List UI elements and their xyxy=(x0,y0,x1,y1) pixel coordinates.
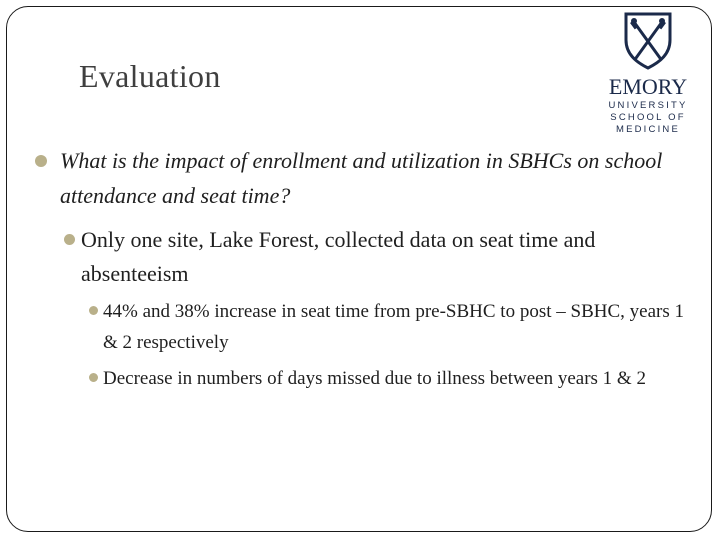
logo-wordmark: EMORY xyxy=(608,74,688,99)
bullet-level-3 xyxy=(89,296,689,358)
bullet-dot xyxy=(89,373,98,382)
bullet-level-3 xyxy=(89,363,689,394)
bullet-text: Decrease in numbers of days missed due to illness between years 1 & 2 xyxy=(103,368,646,389)
bullet-level-1 xyxy=(36,143,686,213)
bullet-dot xyxy=(64,234,75,245)
shield-with-crossed-torches-icon xyxy=(598,10,698,135)
bullet-level-2 xyxy=(64,223,694,291)
logo-line-medicine: MEDICINE xyxy=(615,124,681,135)
bullet-dot xyxy=(35,155,47,167)
bullet-dot xyxy=(89,306,98,315)
bullet-text: What is the impact of enrollment and utilization in SBHCs on school attendance and seat time? xyxy=(60,148,663,208)
logo-line-university: UNIVERSITY xyxy=(608,100,688,111)
bullet-text: Only one site, Lake Forest, collected data on seat time and absenteeism xyxy=(81,227,596,286)
slide-title: Evaluation xyxy=(79,58,221,94)
emory-logo xyxy=(598,10,698,135)
logo-line-school: SCHOOL OF xyxy=(610,112,686,123)
bullet-text: 44% and 38% increase in seat time from pre-SBHC to post – SBHC, years 1 & 2 respectively xyxy=(103,301,684,353)
